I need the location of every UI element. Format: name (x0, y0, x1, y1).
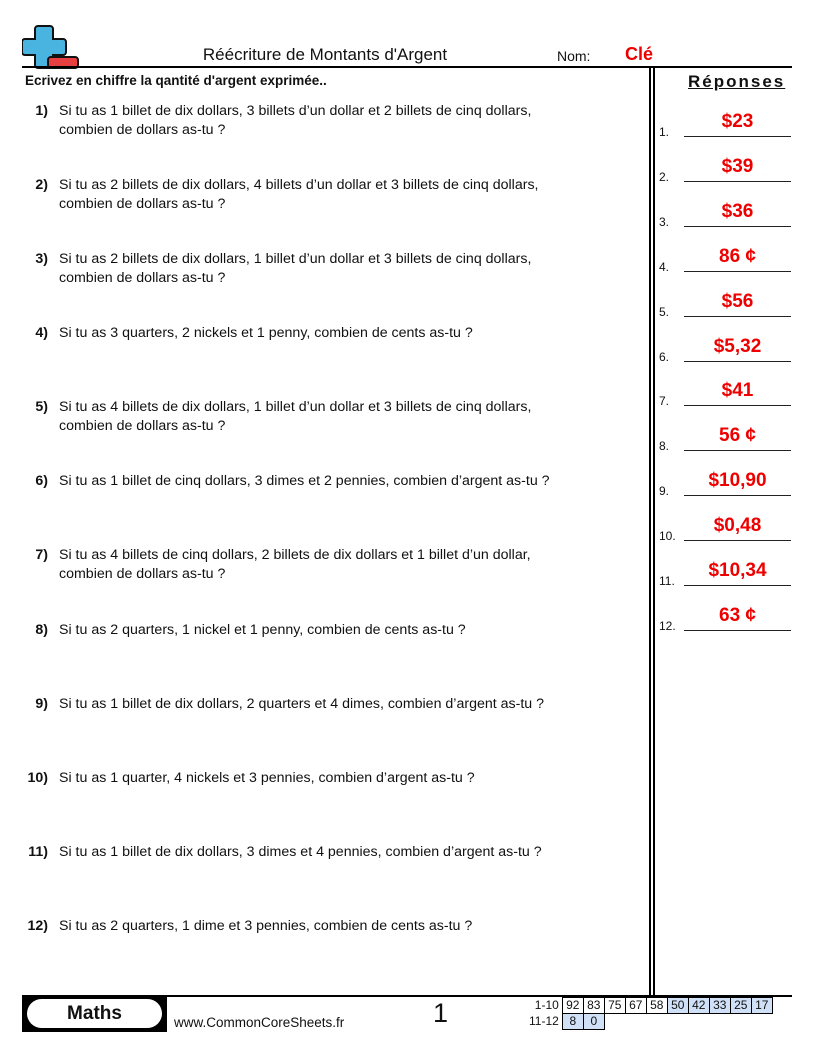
score-row-11-12 (526, 1014, 772, 1030)
answer-line (684, 361, 791, 363)
question-text: combien de dollars as-tu ? (59, 566, 226, 582)
question-number: 7) (35, 547, 48, 563)
answer-value: 56 ¢ (719, 425, 756, 446)
answer-value: $39 (721, 156, 754, 177)
question-number: 6) (35, 473, 48, 489)
answer-line (684, 630, 791, 632)
answer-row-5 (659, 293, 799, 319)
score-cell: 25 (730, 998, 751, 1014)
answer-line (684, 450, 791, 452)
name-value: Clé (625, 44, 654, 64)
question-number: 11) (28, 844, 48, 860)
answer-row-4 (659, 248, 799, 274)
answer-number: 3. (659, 215, 670, 229)
score-cell: 92 (562, 998, 583, 1014)
column-divider (653, 67, 655, 995)
question-text: Si tu as 1 billet de cinq dollars, 3 dimes et 2 pennies, combien d’argent as-tu ? (59, 473, 550, 489)
score-cell: 8 (562, 1014, 583, 1030)
score-cell: 17 (751, 998, 772, 1014)
answer-value: $0,48 (713, 515, 762, 536)
score-table (526, 997, 773, 1030)
answer-row-6 (659, 338, 799, 364)
question-number: 10) (27, 770, 48, 786)
question-number: 9) (35, 696, 48, 712)
question-text: Si tu as 1 quarter, 4 nickels et 3 pennies, combien d’argent as-tu ? (59, 770, 475, 786)
instructions: Ecrivez en chiffre la qantité d'argent exprimée.. (25, 73, 327, 88)
answer-number: 1. (659, 125, 670, 139)
question-number: 4) (35, 325, 48, 341)
answer-line (684, 136, 791, 138)
score-cell: 67 (625, 998, 646, 1014)
answer-number: 4. (659, 260, 670, 274)
answer-value: $10,34 (708, 560, 767, 581)
question-text: Si tu as 1 billet de dix dollars, 3 billets d’un dollar et 2 billets de cinq dollars, (59, 103, 532, 119)
score-cell: 0 (583, 1014, 604, 1030)
score-row-1-10 (526, 998, 772, 1014)
answer-line (684, 540, 791, 542)
question-text: Si tu as 4 billets de cinq dollars, 2 billets de dix dollars et 1 billet d’un dollar, (59, 547, 531, 563)
question-text: Si tu as 2 quarters, 1 nickel et 1 penny, combien de cents as-tu ? (59, 622, 466, 638)
answer-number: 11. (659, 574, 675, 588)
answer-line (684, 405, 791, 407)
score-row-label: 1-10 (534, 998, 559, 1012)
question-text: combien de dollars as-tu ? (59, 270, 226, 286)
question-text: combien de dollars as-tu ? (59, 122, 226, 138)
answer-row-3 (659, 203, 799, 229)
column-divider (649, 67, 651, 995)
score-cell: 75 (604, 998, 625, 1014)
question-text: Si tu as 2 quarters, 1 dime et 3 pennies, combien de cents as-tu ? (59, 918, 473, 934)
answer-row-12 (659, 607, 799, 633)
worksheet-title: Réécriture de Montants d'Argent (202, 45, 448, 64)
answer-line (684, 585, 791, 587)
website-link[interactable]: www.CommonCoreSheets.fr (174, 1015, 345, 1030)
answer-number: 2. (659, 170, 670, 184)
score-cell: 58 (646, 998, 667, 1014)
question-text: combien de dollars as-tu ? (59, 418, 226, 434)
answer-value: $5,32 (713, 336, 762, 357)
header-divider (22, 66, 792, 68)
answer-number: 8. (659, 439, 670, 453)
question-text: combien de dollars as-tu ? (59, 196, 226, 212)
answer-row-2 (659, 158, 799, 184)
question-number: 1) (35, 103, 48, 119)
answer-number: 10. (659, 529, 676, 543)
answer-row-8 (659, 427, 799, 453)
answer-line (684, 271, 791, 273)
answer-number: 9. (659, 484, 670, 498)
score-cell: 83 (583, 998, 604, 1014)
answers-title: Réponses (688, 72, 786, 91)
question-number: 8) (35, 622, 48, 638)
answer-number: 7. (659, 394, 670, 408)
answer-line (684, 316, 791, 318)
name-label: Nom: (557, 48, 591, 64)
answer-value: $36 (721, 201, 754, 222)
answer-line (684, 181, 791, 183)
answer-value: 86 ¢ (719, 246, 756, 267)
question-text: Si tu as 1 billet de dix dollars, 3 dimes et 4 pennies, combien d’argent as-tu ? (59, 844, 542, 860)
answer-number: 12. (659, 619, 676, 633)
answer-value: $10,90 (708, 470, 767, 491)
answer-row-9 (659, 472, 799, 498)
answer-value: 63 ¢ (719, 605, 756, 626)
answer-line (684, 495, 791, 497)
score-cell: 33 (709, 998, 730, 1014)
question-text: Si tu as 3 quarters, 2 nickels et 1 penny, combien de cents as-tu ? (59, 325, 473, 341)
question-text: Si tu as 2 billets de dix dollars, 4 billets d’un dollar et 3 billets de cinq dollars, (59, 177, 539, 193)
answer-row-11 (659, 562, 799, 588)
answer-line (684, 226, 791, 228)
question-text: Si tu as 4 billets de dix dollars, 1 billet d’un dollar et 3 billets de cinq dollars, (59, 399, 532, 415)
question-text: Si tu as 1 billet de dix dollars, 2 quarters et 4 dimes, combien d’argent as-tu ? (59, 696, 544, 712)
score-cell: 42 (688, 998, 709, 1014)
question-number: 3) (35, 251, 48, 267)
answer-number: 5. (659, 305, 670, 319)
score-cell: 50 (667, 998, 688, 1014)
answer-row-7 (659, 382, 799, 408)
answer-value: $41 (721, 380, 754, 401)
question-number: 12) (27, 918, 48, 934)
answer-number: 6. (659, 350, 670, 364)
score-row-label: 11-12 (529, 1014, 559, 1028)
answer-value: $23 (721, 111, 754, 132)
question-number: 2) (35, 177, 48, 193)
question-text: Si tu as 2 billets de dix dollars, 1 billet d’un dollar et 3 billets de cinq dollars, (59, 251, 532, 267)
answer-value: $56 (721, 291, 754, 312)
page-number: 1 (433, 998, 449, 1028)
subject-badge: Maths (27, 999, 162, 1028)
answer-row-10 (659, 517, 799, 543)
question-number: 5) (35, 399, 48, 415)
answer-row-1 (659, 113, 799, 139)
